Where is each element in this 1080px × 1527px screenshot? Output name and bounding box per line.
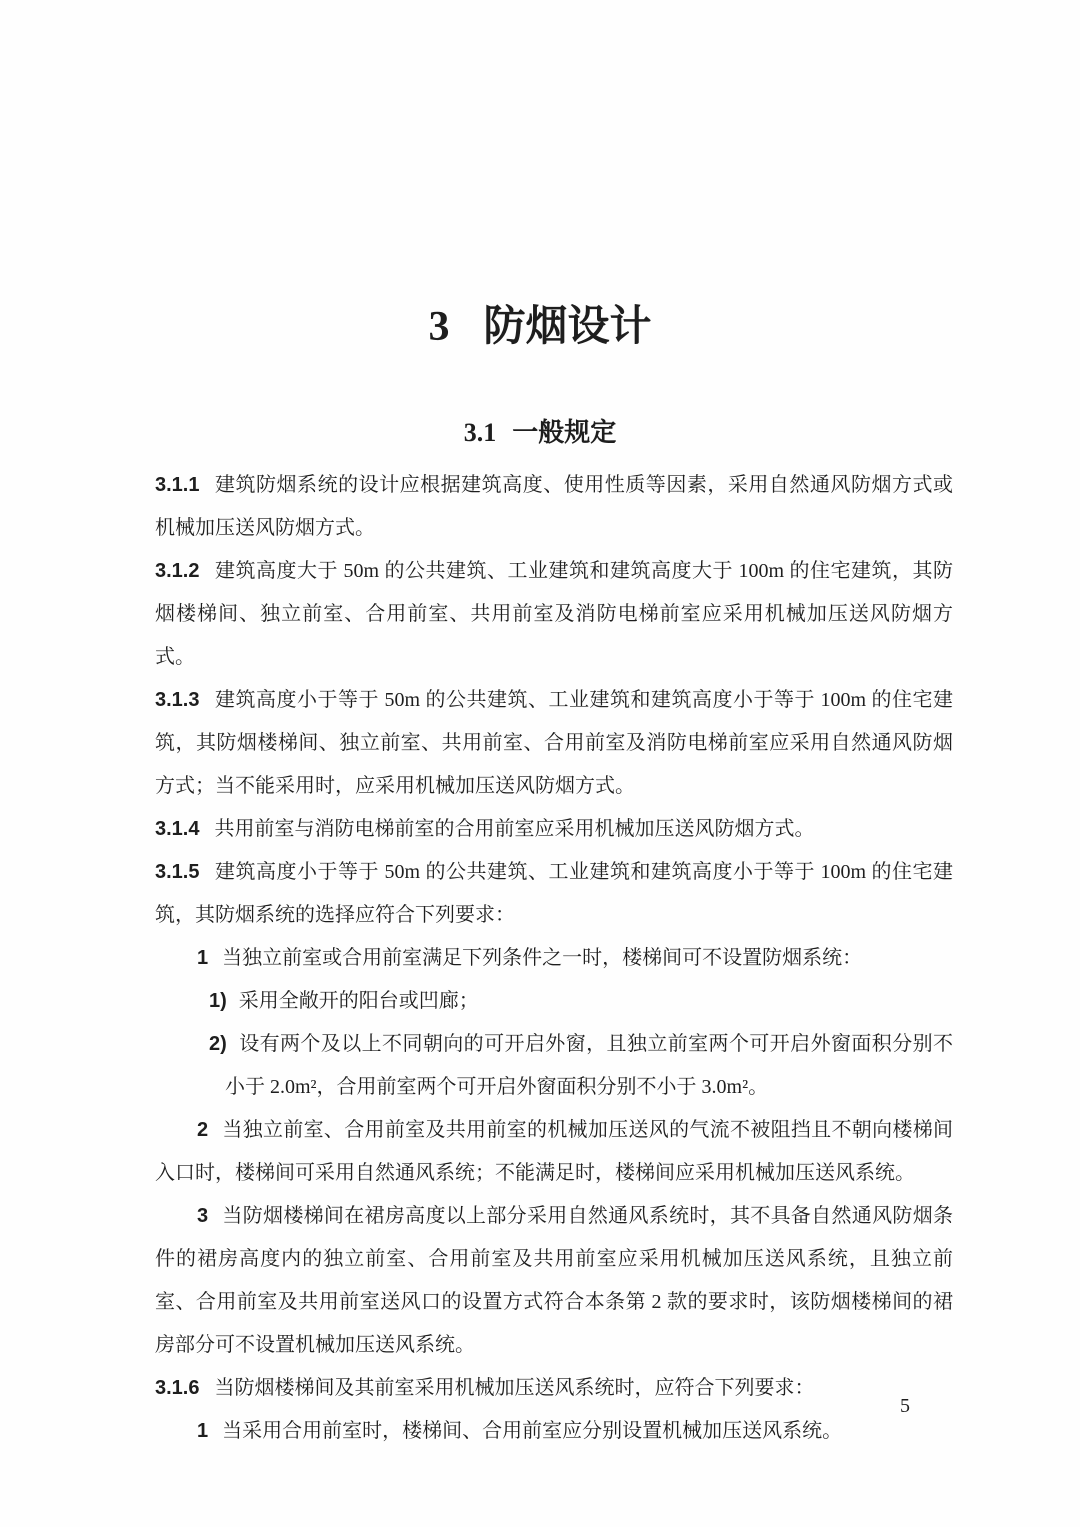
- page-number: 5: [900, 1395, 910, 1417]
- item-text: 当独立前室、合用前室及共用前室的机械加压送风的气流不被阻挡且不朝向楼梯间入口时，楼梯间可采用自然通风系统；不能满足时，楼梯间应采用机械加压送风系统。: [155, 1119, 953, 1184]
- clause-3-1-3: [155, 679, 953, 808]
- clause-3-1-5-item-1-subitem-1: [155, 980, 953, 1023]
- clause-number: 3.1.4: [155, 818, 200, 840]
- item-number: 1: [197, 1420, 209, 1442]
- section-number: 3.1: [463, 418, 497, 447]
- chapter-number: 3: [428, 304, 450, 350]
- section-title: 一般规定: [512, 418, 617, 447]
- clause-text: 建筑高度小于等于 50m 的公共建筑、工业建筑和建筑高度小于等于 100m 的住宅建筑，其防烟楼梯间、独立前室、共用前室、合用前室及消防电梯前室应采用自然通风防烟方式；当不能采用时，应采用机械加压送风防烟方式。: [155, 689, 953, 797]
- clause-3-1-5-item-1: [155, 937, 953, 980]
- document-body: [155, 464, 953, 1453]
- subitem-number: 1): [209, 990, 227, 1012]
- item-text: 当防烟楼梯间在裙房高度以上部分采用自然通风系统时，其不具备自然通风防烟条件的裙房高度内的独立前室、合用前室及共用前室应采用机械加压送风系统，且独立前室、合用前室及共用前室送风口的设置方式符合本条第 2 款的要求时，该防烟楼梯间的裙房部分可不设置机械加压送风系统。: [155, 1205, 953, 1356]
- clause-3-1-5-item-3: [155, 1195, 953, 1367]
- subitem-text: 采用全敞开的阳台或凹廊；: [238, 990, 479, 1012]
- item-number: 1: [197, 947, 209, 969]
- item-number: 2: [197, 1119, 209, 1141]
- clause-3-1-4: [155, 808, 953, 851]
- subitem-number: 2): [209, 1033, 227, 1055]
- clause-3-1-5: [155, 851, 953, 937]
- subitem-text: 设有两个及以上不同朝向的可开启外窗，且独立前室两个可开启外窗面积分别不小于 2.0m²，合用前室两个可开启外窗面积分别不小于 3.0m²。: [225, 1033, 953, 1098]
- clause-number: 3.1.1: [155, 474, 200, 496]
- chapter-title: 防烟设计: [483, 304, 652, 350]
- clause-number: 3.1.6: [155, 1377, 200, 1399]
- item-text: 当独立前室或合用前室满足下列条件之一时，楼梯间可不设置防烟系统：: [222, 947, 863, 969]
- clause-number: 3.1.3: [155, 689, 200, 711]
- clause-text: 建筑高度大于 50m 的公共建筑、工业建筑和建筑高度大于 100m 的住宅建筑，其防烟楼梯间、独立前室、合用前室、共用前室及消防电梯前室应采用机械加压送风防烟方式。: [155, 560, 953, 668]
- section-heading: [0, 416, 1080, 450]
- clause-text: 共用前室与消防电梯前室的合用前室应采用机械加压送风防烟方式。: [214, 818, 815, 840]
- item-number: 3: [197, 1205, 209, 1227]
- clause-text: 建筑高度小于等于 50m 的公共建筑、工业建筑和建筑高度小于等于 100m 的住宅建筑，其防烟系统的选择应符合下列要求：: [155, 861, 953, 926]
- chapter-heading: [0, 300, 1080, 354]
- clause-3-1-1: [155, 464, 953, 550]
- clause-number: 3.1.5: [155, 861, 200, 883]
- clause-number: 3.1.2: [155, 560, 200, 582]
- item-text: 当采用合用前室时，楼梯间、合用前室应分别设置机械加压送风系统。: [222, 1420, 843, 1442]
- clause-text: 建筑防烟系统的设计应根据建筑高度、使用性质等因素，采用自然通风防烟方式或机械加压送风防烟方式。: [155, 474, 953, 539]
- clause-3-1-6: [155, 1367, 953, 1410]
- clause-3-1-5-item-2: [155, 1109, 953, 1195]
- clause-3-1-2: [155, 550, 953, 679]
- clause-text: 当防烟楼梯间及其前室采用机械加压送风系统时，应符合下列要求：: [214, 1377, 815, 1399]
- clause-3-1-6-item-1: [155, 1410, 953, 1453]
- clause-3-1-5-item-1-subitem-2: [155, 1023, 953, 1109]
